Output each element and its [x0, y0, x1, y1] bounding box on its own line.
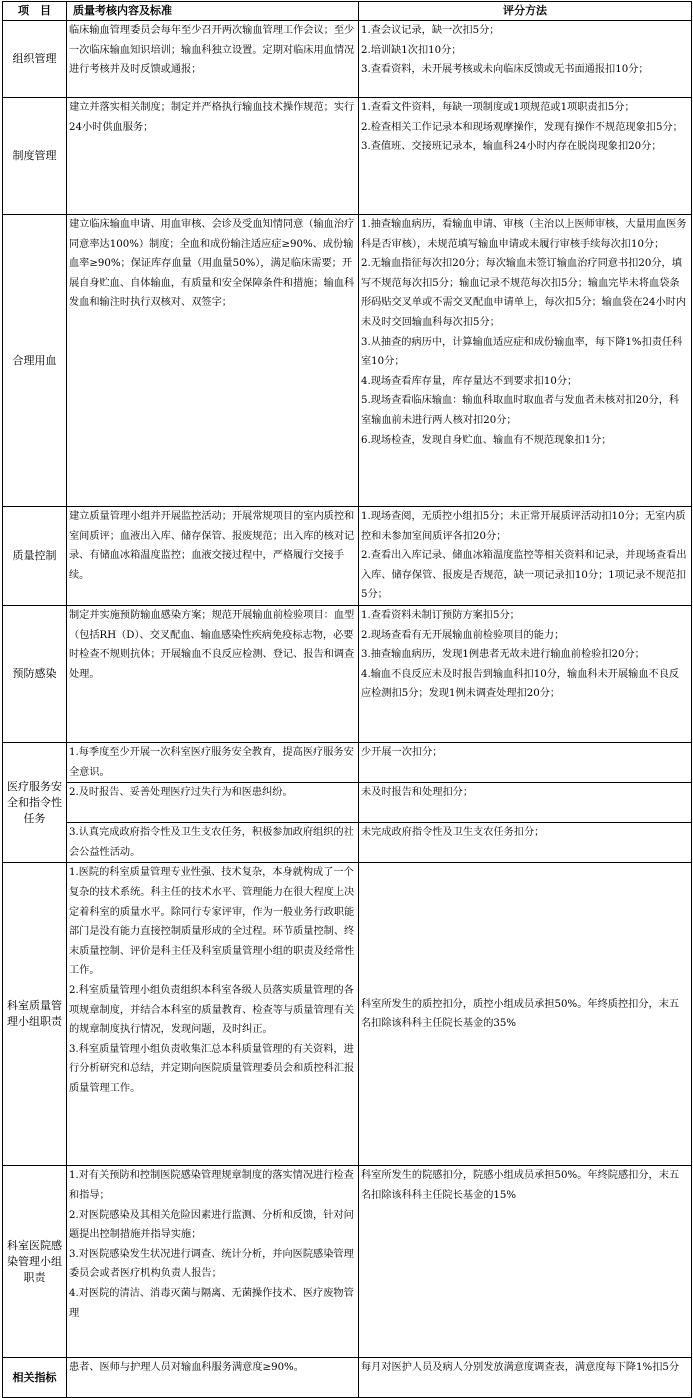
method-item: 2.无输血指征每次扣20分；每次输血未签订输血治疗同意书扣20分，填写不规范每次扣5分；输血记录不规范每次扣5分；输血完毕未将血袋条形码贴交叉单或不需交叉配血申请单上，每次扣5分；输血袋在24小时内未及时交回输血科每次扣5分；: [361, 258, 687, 328]
method-item: 4.输血不良反应未及时报告到输血科扣10分，输血科未开展输血不良反应检测扣5分；发现1例未调查处理扣20分；: [361, 668, 680, 700]
table-row: [3, 215, 692, 507]
content-text: 1.医院的科室质量管理专业性强、技术复杂，本身就构成了一个复杂的技术系统。科主任的技术水平、管理能力在很大程度上决定着科室的质量水平。除同行专家评审，作为一般业务行政职能部门是没有能力直接控制质量形成的全过程。环节质量控制、终末质量控制、评价是科主任及科室质量管理小组的职责及经常性工作。: [69, 867, 355, 977]
method-item: 1.查会议记录，缺一次扣5分；: [361, 25, 500, 36]
category-cell: 科室医院感染管理小组职责: [3, 1166, 67, 1358]
method-item: 2.现场查看有无开展输血前检验项目的能力；: [361, 629, 565, 641]
method-item: 3.抽查输血病历，发现1例患者无故未进行输血前检验扣20分；: [361, 649, 645, 661]
method-item: 1.查看文件资料，每缺一项制度或1项规范或1项职责扣5分；: [361, 102, 635, 113]
content-text: 患者、医师与护理人员对输血科服务满意度≥90%。: [69, 1362, 304, 1374]
content-text: 制定并实施预防输血感染方案；规范开展输血前检验项目：血型（包括RH（D）、交叉配血、输血感染性疾病免疫标志物，必要时检查不规则抗体；开展输血不良反应检测、登记、报告和调查处理。: [69, 609, 355, 680]
method-item: 2.检查相关工作记录本和现场观摩操作，发现有操作不规范现象扣5分；: [361, 121, 683, 133]
content-cell: [67, 1358, 359, 1398]
method-item: 5.现场查看临床输血：输血科取血时取血者与发血者未核对扣20分，科室输血前未进行两人核对扣20分；: [361, 395, 680, 426]
content-cell: 2.及时报告、妥善处理医疗过失行为和医患纠纷。: [67, 783, 359, 823]
table-row: [3, 605, 692, 742]
content-cell: [67, 863, 359, 1166]
category-cell: 制度管理: [3, 98, 67, 215]
table-row: [3, 742, 692, 782]
table-row: [3, 863, 692, 1166]
method-item: 科室所发生的质控扣分，质控小组成员承担50%。年终质控扣分，末五名扣除该科科主任院长基金的35%: [361, 998, 680, 1030]
method-item: 3.查值班、交接班记录本，输血科24小时内存在脱岗现象扣20分；: [361, 141, 662, 153]
method-item: 4.现场查看库存量，库存量达不到要求扣10分；: [361, 375, 578, 387]
category-cell: 预防感染: [3, 605, 67, 742]
content-text: 2.对医院感染及其相关危险因素进行监测、分析和反馈，针对问题提出控制措施并指导实施；: [69, 1209, 354, 1241]
content-cell: 1.每季度至少开展一次科室医疗服务安全教育，提高医疗服务安全意识。: [67, 742, 359, 782]
method-item: 科室所发生的院感扣分，院感小组成员承担50%。年终院感扣分，末五名扣除该科科主任院长基金的15%: [361, 1170, 680, 1201]
table-row: [3, 1166, 692, 1358]
content-text: 3.对医院感染发生状况进行调查、统计分析，并向医院感染管理委员会或者医疗机构负责人报告；: [69, 1248, 354, 1280]
method-cell: 未完成政府指令性及卫生支农任务扣分；: [359, 823, 692, 863]
method-cell: [359, 863, 692, 1166]
table-row: [3, 21, 692, 98]
method-cell: [359, 98, 692, 215]
method-item: 1.查看资料未制订预防方案扣5分；: [361, 609, 520, 621]
table-row: [3, 823, 692, 863]
table-row: [3, 98, 692, 215]
method-item: 每月对医护人员及病人分别发放满意度调查表，满意度每下降1%扣5分: [361, 1362, 680, 1374]
content-cell: [67, 605, 359, 742]
method-cell: [359, 1166, 692, 1358]
content-text: 建立质量管理小组并开展监控活动；开展常规项目的室内质控和室间质评；血液出入库、储存保管、报废规范；出入库的核对记录、有储血冰箱温度监控；血液交接过程中，严格履行交接手续。: [69, 511, 355, 581]
method-cell: 少开展一次扣分；: [359, 742, 692, 782]
table-row: [3, 1358, 692, 1398]
method-item: 1.抽查输血病历，看输血申请、审核（主治以上医师审核，大量用血医务科是否审核），未规范填写输血申请或未履行审核手续每次扣10分；: [361, 219, 687, 250]
table-row: [3, 783, 692, 823]
content-cell: [67, 507, 359, 606]
category-cell: 组织管理: [3, 21, 67, 98]
content-text: 1.对有关预防和控制医院感染管理规章制度的落实情况进行检查和指导；: [69, 1170, 354, 1201]
content-text: 建立临床输血申请、用血审核、会诊及受血知情同意（输血治疗同意率达100%）制度；全血和成份输注适应症≥90%、成份输血率≥90%；保证库存血量（用血量50%），满足临床需要；开展自身贮血、自体输血，有质量和安全保障条件和措施；输血科发血和输注时执行双核对、双签字；: [69, 219, 355, 309]
method-cell: 未及时报告和处理扣分；: [359, 783, 692, 823]
category-cell: 医疗服务安全和指令性任务: [3, 742, 67, 862]
method-item: 6.现场检查，发现自身贮血、输血有不规范现象扣1分；: [361, 434, 612, 446]
table-header-row: [3, 2, 692, 21]
content-text: 3.科室质量管理小组负责收集汇总本科质量管理的有关资料，进行分析研究和总结，并定期向医院质量管理委员会和质控科汇报质量管理工作。: [69, 1043, 355, 1094]
category-cell: 相关指标: [3, 1358, 67, 1398]
content-text: 4.对医院的清洁、消毒灭菌与隔离、无菌操作技术、医疗废物管理: [69, 1287, 354, 1319]
method-item: 3.从抽查的病历中，计算输血适应症和成份输血率，每下降1%扣责任科室10分；: [361, 336, 683, 368]
content-cell: [67, 215, 359, 507]
content-text: 建立并落实相关制度；制定并严格执行输血技术操作规范；实行24小时供血服务；: [69, 102, 355, 133]
content-cell: [67, 21, 359, 98]
method-cell: [359, 1358, 692, 1398]
content-cell: [67, 1166, 359, 1358]
content-cell: 3.认真完成政府指令性及卫生支农任务，积极参加政府组织的社会公益性活动。: [67, 823, 359, 863]
method-item: 2.培训缺1次扣10分；: [361, 44, 462, 56]
header-method: 评分方法: [359, 2, 692, 21]
method-item: 2.查看出入库记录、储血冰箱温度监控等相关资料和记录，并现场查看出入库、储存保管、报废是否规范，缺一项记录扣10分；1项记录不规范扣5分；: [361, 550, 687, 601]
content-cell: [67, 98, 359, 215]
category-cell: 合理用血: [3, 215, 67, 507]
method-cell: [359, 21, 692, 98]
method-item: 3.查看资料，未开展考核或未向临床反馈或无书面通报扣10分；: [361, 64, 649, 76]
table-row: [3, 507, 692, 606]
header-item: 项 目: [3, 2, 67, 21]
method-cell: [359, 215, 692, 507]
header-content: 质量考核内容及标准: [67, 2, 359, 21]
method-cell: [359, 507, 692, 606]
method-item: 1.现场查阅，无质控小组扣5分；未正常开展质评活动扣10分；无室内质控和未参加室间质评各扣20分；: [361, 511, 686, 542]
content-text: 2.科室质量管理小组负责组织本科室各级人员落实质量管理的各项规章制度，并结合本科室的质量教育、检查等与质量管理有关的规章制度执行情况，发现问题，及时纠正。: [69, 984, 355, 1036]
assessment-table: [2, 1, 692, 1398]
category-cell: 科室质量管理小组职责: [3, 863, 67, 1166]
method-cell: [359, 605, 692, 742]
content-text: 临床输血管理委员会每年至少召开两次输血管理工作会议；至少一次临床输血知识培训；输血科独立设置。定期对临床用血情况进行考核并及时反馈或通报；: [69, 25, 355, 76]
category-cell: 质量控制: [3, 507, 67, 606]
